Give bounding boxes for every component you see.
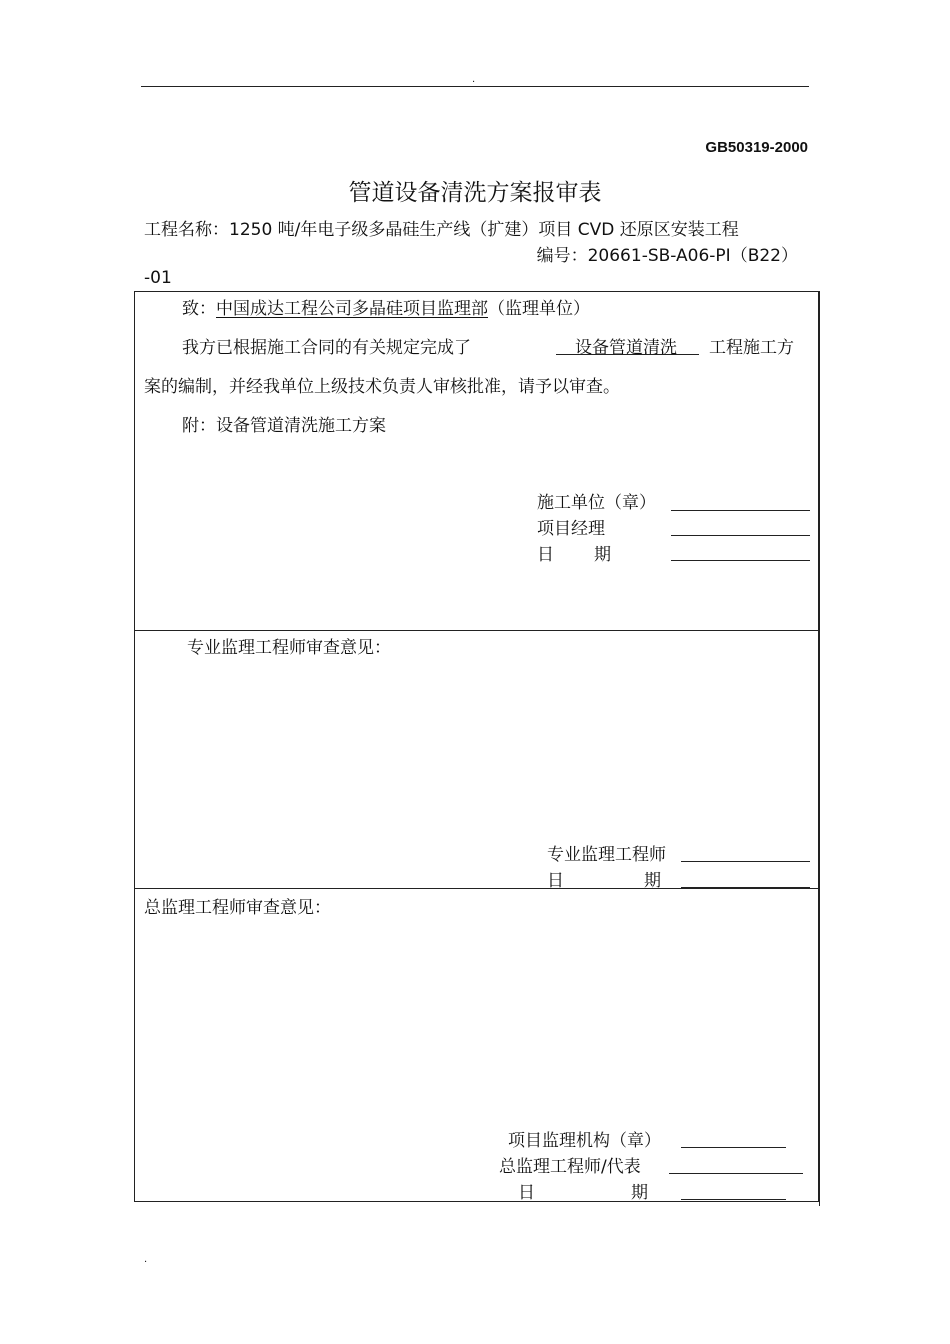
addressee-suffix: （监理单位） (488, 299, 590, 319)
date-line-2 (681, 887, 810, 888)
date-line-1 (671, 560, 810, 561)
chief-engineer-label: 总监理工程师/代表 (499, 1157, 641, 1177)
contractor-seal-label: 施工单位（章） (537, 493, 656, 513)
date-label-1: 日 期 (537, 545, 611, 565)
header-mark: . (472, 74, 476, 85)
chief-review-heading: 总监理工程师审查意见： (144, 898, 331, 918)
date-label-3: 日 期 (518, 1183, 648, 1203)
date-line-3 (681, 1199, 786, 1200)
addressee-value: 中国成达工程公司多晶硅项目监理部 (216, 299, 488, 319)
specialist-engineer-label: 专业监理工程师 (547, 845, 666, 865)
supervision-org-seal-line (681, 1147, 786, 1148)
project-name-row (144, 215, 739, 240)
date-label-2: 日 期 (547, 871, 661, 891)
document-title: 管道设备清洗方案报审表 (348, 180, 602, 206)
body-suffix: 工程施工方 (709, 338, 794, 358)
project-name-label: 工程名称： (144, 220, 229, 240)
addressee-label: 致： (182, 299, 216, 319)
document-number-row (537, 241, 798, 266)
document-number-label: 编号： (536, 246, 588, 266)
form-table-right-edge (819, 291, 820, 1206)
standard-code: GB50319-2000 (705, 139, 808, 156)
body-fill-value: 设备管道清洗 (575, 338, 677, 358)
header-rule (141, 86, 809, 87)
specialist-review-heading: 专业监理工程师审查意见： (187, 638, 391, 658)
document-number-value: 20661-SB-A06-PI（B22） (587, 246, 798, 266)
project-manager-label: 项目经理 (537, 519, 605, 539)
body-fill-underline (556, 354, 699, 355)
supervision-org-seal-label: 项目监理机构（章） (508, 1131, 661, 1151)
section-divider-1 (134, 630, 819, 631)
footer-mark: . (144, 1254, 148, 1265)
project-name-value: 1250 吨/年电子级多晶硅生产线（扩建）项目 CVD 还原区安装工程 (229, 220, 739, 240)
document-number-continuation: -01 (144, 268, 172, 288)
specialist-engineer-line (681, 861, 810, 862)
project-manager-line (671, 535, 810, 536)
chief-engineer-line (669, 1173, 803, 1174)
body-line-2: 案的编制，并经我单位上级技术负责人审核批准，请予以审查。 (144, 377, 620, 397)
attachment-note: 附：设备管道清洗施工方案 (182, 416, 386, 436)
contractor-seal-line (671, 510, 810, 511)
body-prefix: 我方已根据施工合同的有关规定完成了 (182, 338, 471, 358)
section-divider-2 (134, 888, 819, 889)
addressee-row (182, 294, 590, 319)
